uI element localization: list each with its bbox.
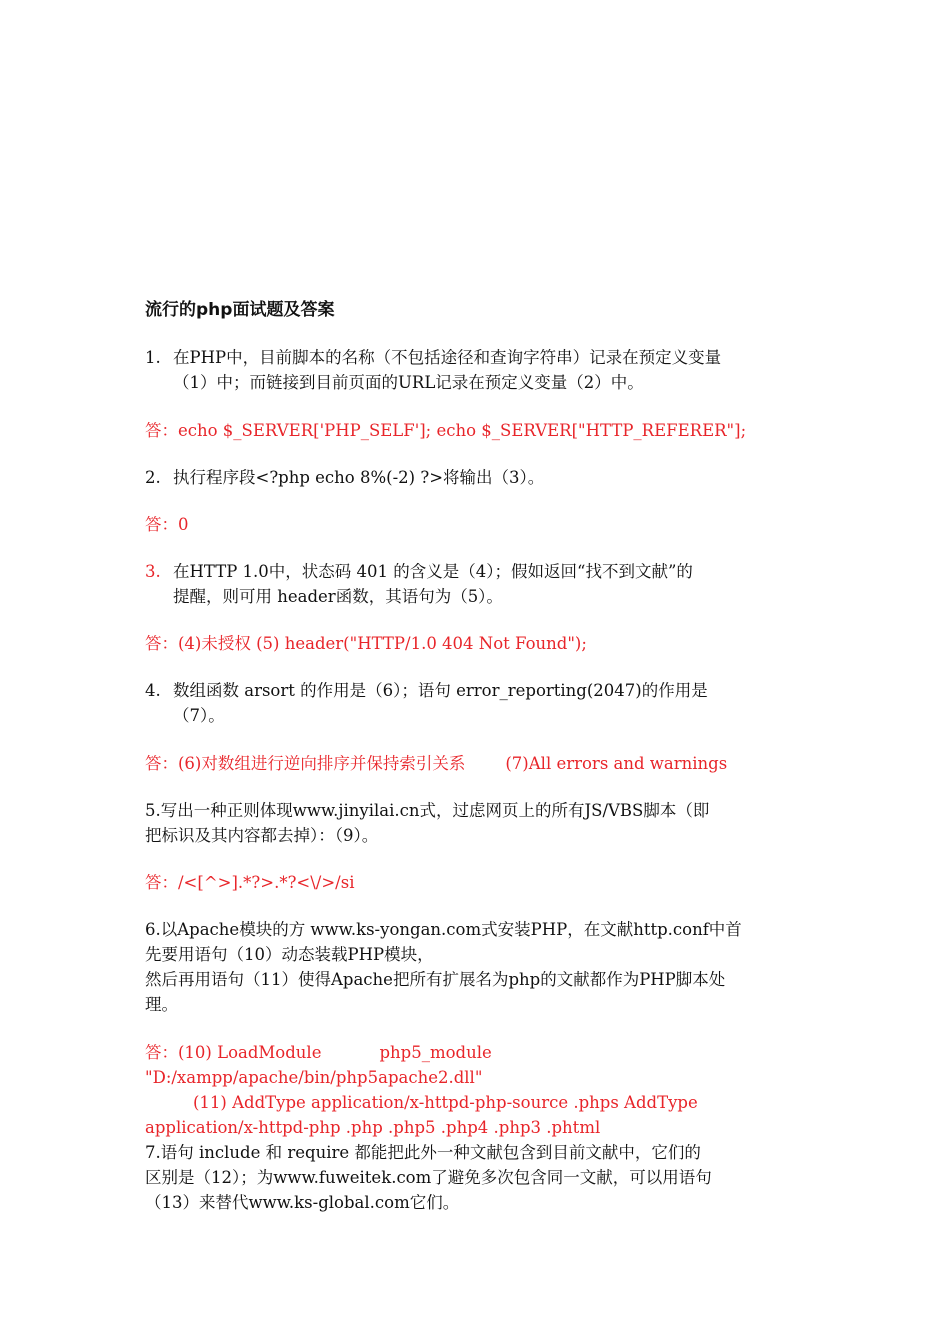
question-6-line-4: 理。 (145, 995, 178, 1014)
answer-5: 答：/<[^>].*?>.*?<\/>/si (145, 873, 355, 892)
question-6-line-3: 然后再用语句（11）使得Apache把所有扩展名为php的文献都作为PHP脚本处 (145, 970, 726, 989)
answer-6-part-2: php5_module (379, 1043, 492, 1062)
question-4-line-2: （7）。 (173, 706, 225, 725)
answer-1: 答：echo $_SERVER['PHP_SELF']; echo $_SERVER["HTTP_REFERER"]; (145, 421, 747, 440)
question-number: 3. (145, 562, 161, 581)
question-4 (145, 678, 708, 703)
answer-4-part-1: 答：(6)对数组进行逆向排序并保持索引关系 (145, 754, 466, 773)
question-number: 2. (145, 468, 161, 487)
question-text: 执行程序段<?php echo 8%(-2) ?>将输出（3）。 (173, 468, 545, 487)
answer-6 (145, 1040, 492, 1065)
question-5: 5.写出一种正则体现www.jinyilai.cn式，过虑网页上的所有JS/VBS脚本（即 (145, 801, 710, 820)
question-text: 在HTTP 1.0中，状态码 401 的含义是（4）；假如返回“找不到文献”的 (173, 562, 693, 581)
answer-6-line-3: (11) AddType application/x-httpd-php-source .phps AddType (193, 1093, 698, 1112)
page-title: 流行的php面试题及答案 (145, 300, 335, 320)
question-3-line-2: 提醒，则可用 header函数，其语句为（5）。 (173, 587, 503, 606)
answer-4 (145, 751, 727, 776)
question-text: 在PHP中，目前脚本的名称（不包括途径和查询字符串）记录在预定义变量 (173, 348, 722, 367)
question-6: 6.以Apache模块的方 www.ks-yongan.com式安装PHP，在文献http.conf中首 (145, 920, 742, 939)
answer-6-line-2: "D:/xampp/apache/bin/php5apache2.dll" (145, 1068, 483, 1087)
question-2 (145, 465, 544, 490)
question-text: 数组函数 arsort 的作用是（6）；语句 error_reporting(2047)的作用是 (173, 681, 708, 700)
question-6-line-2: 先要用语句（10）动态装载PHP模块， (145, 945, 434, 964)
question-7-line-2: 区别是（12）；为www.fuweitek.com了避免多次包含同一文献，可以用语句 (145, 1168, 712, 1187)
question-7-line-3: （13）来替代www.ks-global.com它们。 (145, 1193, 460, 1212)
question-1 (145, 345, 721, 370)
question-1-line-2: （1）中；而链接到目前页面的URL记录在预定义变量（2）中。 (173, 373, 644, 392)
answer-6-part-1: 答：(10) LoadModule (145, 1043, 322, 1062)
answer-4-part-2: (7)All errors and warnings (505, 754, 728, 773)
question-7: 7.语句 include 和 require 都能把此外一种文献包含到目前文献中，它们的 (145, 1143, 701, 1162)
question-number: 4. (145, 681, 161, 700)
question-number: 1. (145, 348, 161, 367)
answer-3: 答：(4)未授权 (5) header("HTTP/1.0 404 Not Found"); (145, 634, 587, 653)
question-5-line-2: 把标识及其内容都去掉）：（9）。 (145, 826, 379, 845)
question-3 (145, 559, 693, 584)
answer-2: 答：0 (145, 515, 189, 534)
answer-6-line-4: application/x-httpd-php .php .php5 .php4 .php3 .phtml (145, 1118, 601, 1137)
